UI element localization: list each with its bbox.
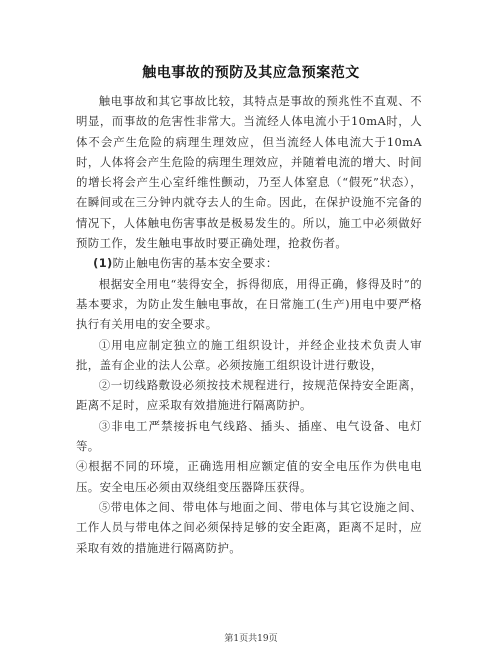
list-item: ②一切线路敷设必须按技术规程进行，按规范保持安全距离，距离不足时，应采取有效措施进行隔离防护。: [76, 378, 422, 413]
document-title: 触电事故的预防及其应急预案范文: [142, 65, 360, 81]
section-heading-text: 防止触电伤害的基本安全要求：: [112, 256, 278, 271]
section-heading: [76, 253, 422, 273]
list-item: ⑤带电体之间、带电体与地面之间、带电体与其它设施之间、工作人员与带电体之间必须保持足够的安全距离，距离不足时，应采取有效的措施进行隔离防护。: [76, 499, 422, 555]
list-item: ④根据不同的环境，正确选用相应额定值的安全电压作为供电电压。安全电压必须由双绕组变压器降压获得。: [76, 459, 422, 494]
intro-paragraph: 触电事故和其它事故比较，其特点是事故的预兆性不直观、不明显，而事故的危害性非常大。当流经人体电流小于10mA时，人体不会产生危险的病理生理效应，但当流经人体电流大于10mA时，人体将会产生危险的病理生理效应，并随着电流的增大、时间的增长将会产生心室纤维性颤动，乃至人体窒息（“假死”状态），在瞬间或在三分钟内就夺去人的生命。因此，在保护设施不完备的情况下，人体触电伤害事故是极易发生的。所以，施工中必须做好预防工作，发生触电事故时要正确处理，抢救伤者。: [76, 94, 422, 251]
list-item: ①用电应制定独立的施工组织设计，并经企业技术负责人审批，盖有企业的法人公章。必须按施工组织设计进行敷设，: [76, 337, 422, 372]
section-number: (1): [93, 256, 113, 271]
requirements-paragraph: 根据安全用电“装得安全，拆得彻底，用得正确，修得及时”的基本要求，为防止发生触电事故，在日常施工(生产)用电中要严格执行有关用电的安全要求。: [76, 276, 422, 332]
page-number: 第1页共19页: [224, 634, 278, 644]
list-item: ③非电工严禁接拆电气线路、插头、插座、电气设备、电灯等。: [76, 418, 422, 454]
document-body: [76, 91, 422, 558]
